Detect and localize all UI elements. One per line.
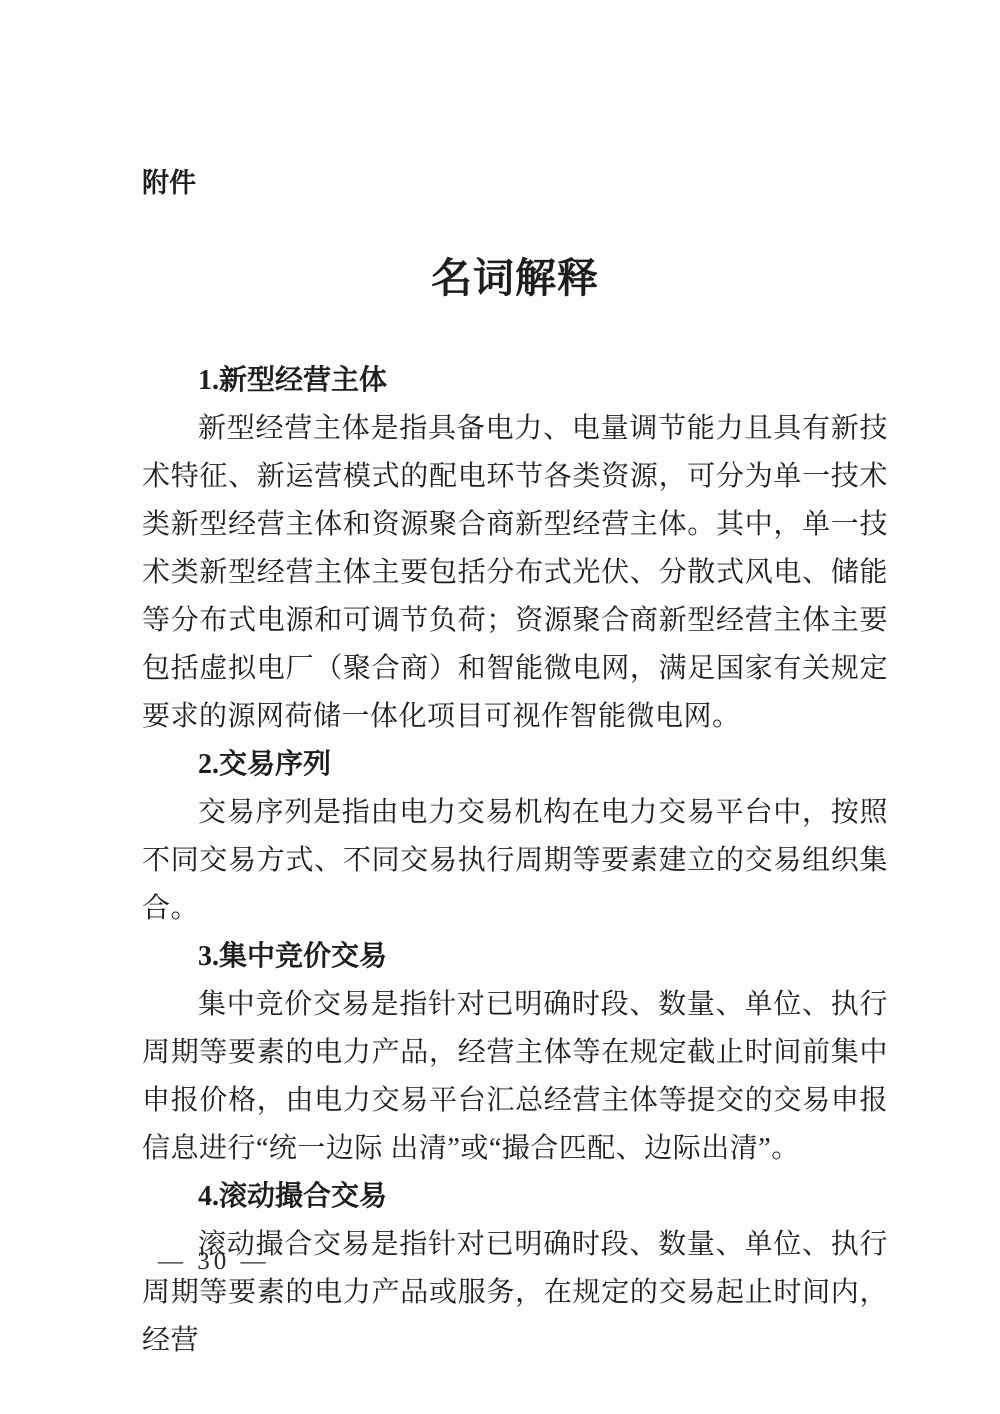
page-content <box>142 163 888 1365</box>
section-trading-sequence <box>142 741 888 933</box>
section-body-text: 集中竞价交易是指针对已明确时段、数量、单位、执行周期等要素的电力产品，经营主体等在规定截止时间前集中申报价格，由电力交易平台汇总经营主体等提交的交易申报信息进行“统一边际 出清”或“撮合匹配、边际出清”。 <box>142 989 888 1164</box>
section-body-text: 滚动撮合交易是指针对已明确时段、数量、单位、执行周期等要素的电力产品或服务，在规定的交易起止时间内，经营 <box>142 1229 888 1356</box>
page-title: 名词解释 <box>431 255 599 301</box>
section-new-business-entities <box>142 357 888 741</box>
section-heading: 3.集中竞价交易 <box>198 941 388 972</box>
section-centralized-bidding <box>142 933 888 1173</box>
section-body-text: 新型经营主体是指具备电力、电量调节能力且具有新技术特征、新运营模式的配电环节各类资源，可分为单一技术类新型经营主体和资源聚合商新型经营主体。其中，单一技术类新型经营主体主要包括分布式光伏、分散式风电、储能等分布式电源和可调节负荷；资源聚合商新型经营主体主要包括虚拟电厂（聚合商）和智能微电网，满足国家有关规定要求的源网荷储一体化项目可视作智能微电网。 <box>142 413 888 732</box>
attachment-label: 附件 <box>142 168 196 198</box>
page-number: — 30 — <box>158 1248 270 1275</box>
section-body-text: 交易序列是指由电力交易机构在电力交易平台中，按照不同交易方式、不同交易执行周期等要素建立的交易组织集合。 <box>142 797 888 924</box>
section-heading: 4.滚动撮合交易 <box>198 1181 388 1212</box>
section-heading: 2.交易序列 <box>198 749 332 780</box>
section-heading: 1.新型经营主体 <box>198 365 388 396</box>
glossary-sections <box>142 357 888 1365</box>
